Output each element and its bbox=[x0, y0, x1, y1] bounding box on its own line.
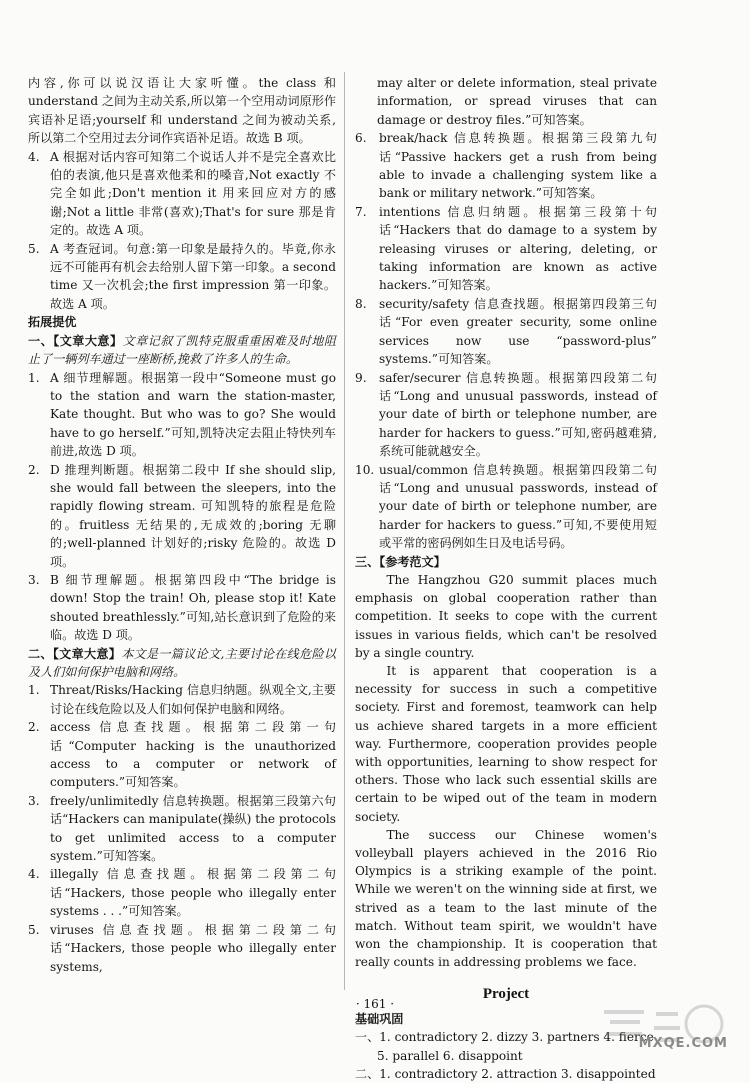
item-text: viruses 信息查找题。根据第二段第二句话“Hackers, those people who illegally enter systems, bbox=[50, 922, 336, 974]
answer-item bbox=[28, 921, 336, 976]
answer-item bbox=[355, 129, 657, 203]
item-number: 5. bbox=[28, 922, 40, 937]
item-text: A 根据对话内容可知第二个说话人并不是完全喜欢比伯的表演,他只是喜欢他柔和的嗓音,Not exactly 不完全如此;Don't mention it 用来回应对方的感谢;Not a little 非常(喜欢);That's for sure 那是肯定的。故选 A 项。 bbox=[50, 149, 336, 238]
essay-paragraph: The success our Chinese women's volleyball players achieved in the 2016 Rio Olympics is a striking example of the point. While we weren't on the winning side at first, we strived as a team to the last minute of the match. Without team spirit, we wouldn't have won the championship. It is cooperation that really counts in addressing problems we face. bbox=[355, 827, 657, 970]
item-text: intentions 信息归纳题。根据第三段第十句话“Hackers that do damage to a system by releasing viruses or altering, deleting, or taking information are known as active hackers.”可知答案。 bbox=[379, 204, 657, 293]
answers-line: 二、1. contradictory 2. attraction 3. disappointed bbox=[355, 1067, 656, 1082]
answer-item bbox=[355, 295, 657, 369]
item-text: safer/securer 信息转换题。根据第四段第二句话“Long and unusual passwords, instead of your date of birth or telephone number, are harder for hackers to guess.”可知,密码越难猜,系统可能就越安全。 bbox=[379, 370, 657, 459]
answer-item bbox=[28, 865, 336, 920]
item-number: 10. bbox=[355, 462, 375, 477]
answer-item bbox=[28, 148, 336, 240]
item-text: Threat/Risks/Hacking 信息归纳题。纵观全文,主要讨论在线危险以及人们如何保护电脑和网络。 bbox=[50, 683, 336, 716]
answer-item bbox=[28, 792, 336, 866]
item-number: 4. bbox=[28, 867, 40, 882]
item-text: security/safety 信息查找题。根据第四段第三句话“For even greater security, some online services now use “password-plus” systems.”可知答案。 bbox=[379, 296, 657, 367]
item-text: A 细节理解题。根据第一段中“Someone must go to the station and warn the station-master, Kate thought. But who was to go? She would have to go herself.”可知,凯特决定去阻止特快列车前进,故选 D 项。 bbox=[50, 370, 336, 459]
left-column bbox=[28, 74, 336, 976]
answer-item bbox=[28, 369, 336, 461]
item-number: 3. bbox=[28, 793, 40, 808]
answers-line: 一、1. contradictory 2. dizzy 3. partners 4. fierce bbox=[355, 1030, 654, 1045]
item-number: 9. bbox=[355, 370, 367, 385]
answer-item bbox=[28, 571, 336, 645]
answer-item bbox=[355, 369, 657, 461]
basic-heading: 基础巩固 bbox=[355, 1011, 404, 1026]
item-text: B 细节理解题。根据第四段中“The bridge is down! Stop the train! Oh, please stop it! Kate shouted breathlessly.”可知,站长意识到了危险的来临。故选 D 项。 bbox=[50, 572, 336, 643]
summary-text: 文章记叙了凯特克服重重困难及时地阻止了一辆列车通过一座断桥,挽救了许多人的生命。 bbox=[28, 333, 336, 367]
item-text: A 考查冠词。句意:第一印象是最持久的。毕竟,你永远不可能再有机会去给别人留下第一印象。a second time 又一次机会;the first impression 第一印象。故选 A 项。 bbox=[50, 241, 336, 311]
watermark-text: MXQE.COM bbox=[638, 1036, 728, 1051]
item-number: 4. bbox=[28, 149, 40, 164]
answer-item bbox=[28, 240, 336, 314]
item-number: 6. bbox=[355, 131, 367, 146]
answer-item bbox=[28, 718, 336, 792]
column-divider bbox=[344, 72, 345, 990]
essay-heading: 三、【参考范文】 bbox=[355, 554, 446, 569]
continued-paragraph: may alter or delete information, steal private information, or spread viruses that can damage or destroy files.”可知答案。 bbox=[377, 76, 657, 127]
continued-paragraph: 内容,你可以说汉语让大家听懂。the class 和 understand 之间为主动关系,所以第一个空用动词原形作宾语补足语;yourself 和 understand 之间为被动关系,所以第二个空用过去分词作宾语补足语。故选 B 项。 bbox=[28, 76, 336, 146]
essay-paragraph: It is apparent that cooperation is a necessity for success in such a competitive society. First and foremost, teamwork can help us achieve shared targets in a more efficient way. Furthermore, cooperation provides people with opportunities, learning to show respect for others. Those who lack such essential skills are certain to be wiped out of the team in modern society. bbox=[355, 663, 657, 824]
summary-paragraph bbox=[28, 645, 336, 682]
item-number: 1. bbox=[28, 683, 40, 698]
item-text: illegally 信息查找题。根据第二段第二句话“Hackers, those people who illegally enter systems . . .”可知答案。 bbox=[50, 867, 336, 919]
item-text: access 信息查找题。根据第二段第一句话“Computer hacking is the unauthorized access to a computer or network of computers.”可知答案。 bbox=[50, 720, 336, 790]
item-text: D 推理判断题。根据第二段中 If she should slip, she would fall between the sleepers, into the rapidly flowing stream. 可知凯特的旅程是危险的。fruitless 无结果的,无成效的;boring 无聊的;well-planned 计划好的;risky 危险的。故选 D 项。 bbox=[50, 462, 336, 569]
answer-item bbox=[28, 461, 336, 571]
item-number: 8. bbox=[355, 296, 367, 311]
item-number: 1. bbox=[28, 370, 40, 385]
answers-line: 5. parallel 6. disappoint bbox=[377, 1048, 523, 1063]
item-number: 7. bbox=[355, 204, 367, 219]
summary-label: 二、【文章大意】 bbox=[28, 646, 122, 661]
page-number: · 161 · bbox=[355, 997, 395, 1011]
project-title: Project bbox=[482, 986, 530, 1003]
answer-item bbox=[355, 461, 657, 553]
item-text: freely/unlimitedly 信息转换题。根据第三段第六句话“Hackers can manipulate(操纵) the protocols to get unlimited access to a computer system.”可知答案。 bbox=[50, 793, 336, 864]
item-number: 3. bbox=[28, 572, 40, 587]
item-text: usual/common 信息转换题。根据第四段第二句话“Long and unusual passwords, instead of your date of birth or telephone number, are harder for hackers to guess.”可知,不要使用短或平常的密码例如生日及电话号码。 bbox=[379, 462, 657, 551]
summary-text: 本文是一篇议论文,主要讨论在线危险以及人们如何保护电脑和网络。 bbox=[28, 646, 336, 679]
summary-label: 一、【文章大意】 bbox=[28, 333, 123, 348]
summary-paragraph bbox=[28, 332, 336, 369]
item-number: 2. bbox=[28, 462, 40, 477]
item-number: 5. bbox=[28, 241, 40, 256]
right-column bbox=[355, 74, 657, 1083]
answer-item bbox=[355, 203, 657, 295]
section-heading: 拓展提优 bbox=[28, 315, 77, 330]
item-text: break/hack 信息转换题。根据第三段第九句话“Passive hackers get a rush from being able to invade a challenging system like a bank or military network.”可知答案。 bbox=[379, 131, 657, 201]
answer-item bbox=[28, 681, 336, 718]
item-number: 2. bbox=[28, 720, 40, 735]
essay-paragraph: The Hangzhou G20 summit places much emphasis on global cooperation rather than competition. It seeks to cope with the current issues in various fields, which can't be resolved by a single country. bbox=[355, 572, 657, 660]
